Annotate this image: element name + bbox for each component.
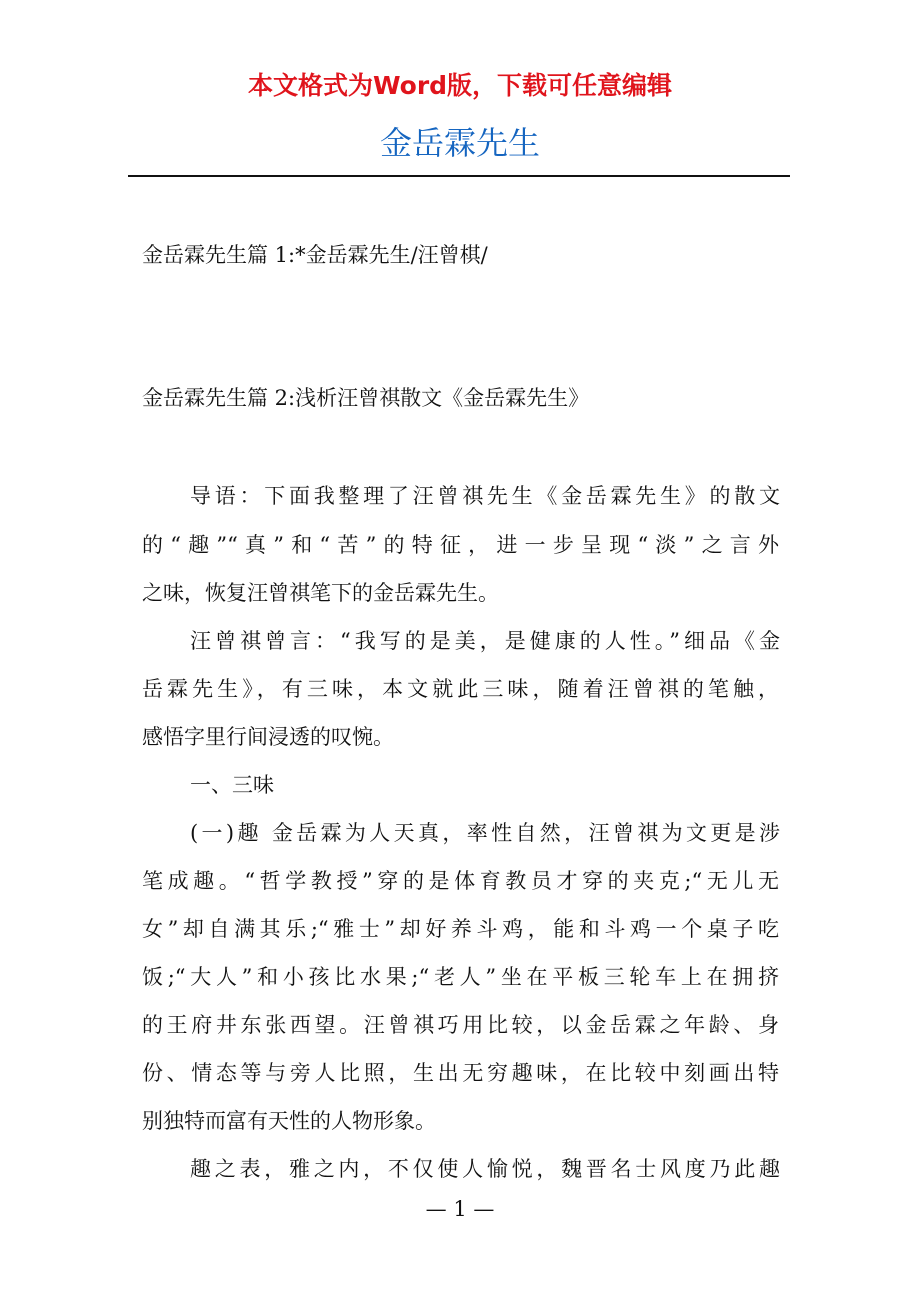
paragraph-line: 感悟字里行间浸透的叹惋。 bbox=[142, 725, 394, 749]
paragraph-line: 别独特而富有天性的人物形象。 bbox=[142, 1109, 436, 1133]
paragraph-line: 份、情态等与旁人比照，生出无穷趣味，在比较中刻画出特 bbox=[142, 1061, 779, 1085]
subsection-heading: 一、三味 bbox=[190, 773, 274, 797]
paragraph-line: 汪曾祺曾言：“我写的是美，是健康的人性。”细品《金 bbox=[190, 629, 780, 653]
paragraph-line: 笔成趣。“哲学教授”穿的是体育教员才穿的夹克;“无儿无 bbox=[142, 869, 779, 893]
document-title: 金岳霖先生 bbox=[379, 124, 540, 162]
paragraph-line: 岳霖先生》，有三味，本文就此三味，随着汪曾祺的笔触， bbox=[142, 677, 779, 701]
paragraph-line: 饭;“大人”和小孩比水果;“老人”坐在平板三轮车上在拥挤 bbox=[142, 965, 779, 989]
paragraph-line: 的王府井东张西望。汪曾祺巧用比较，以金岳霖之年龄、身 bbox=[142, 1013, 779, 1037]
page-number: — 1 — bbox=[425, 1197, 495, 1221]
paragraph-line: 女”却自满其乐;“雅士”却好养斗鸡，能和斗鸡一个桌子吃 bbox=[142, 917, 779, 941]
section-heading-1: 金岳霖先生篇 1:*金岳霖先生/汪曾棋/ bbox=[142, 243, 488, 267]
title-divider bbox=[128, 175, 790, 177]
paragraph-line: 之味，恢复汪曾祺笔下的金岳霖先生。 bbox=[142, 581, 499, 605]
paragraph-line: (一)趣 金岳霖为人天真，率性自然，汪曾祺为文更是涉 bbox=[190, 821, 780, 845]
paragraph-line: 导语：下面我整理了汪曾祺先生《金岳霖先生》的散文 bbox=[190, 484, 780, 508]
section-heading-2: 金岳霖先生篇 2:浅析汪曾祺散文《金岳霖先生》 bbox=[142, 386, 590, 410]
paragraph-line: 趣之表，雅之内，不仅使人愉悦，魏晋名士风度乃此趣 bbox=[190, 1157, 780, 1181]
paragraph-line: 的“趣”“真”和“苦”的特征，进一步呈现“淡”之言外 bbox=[142, 533, 779, 557]
format-notice-banner: 本文格式为Word版，下载可任意编辑 bbox=[247, 71, 673, 100]
